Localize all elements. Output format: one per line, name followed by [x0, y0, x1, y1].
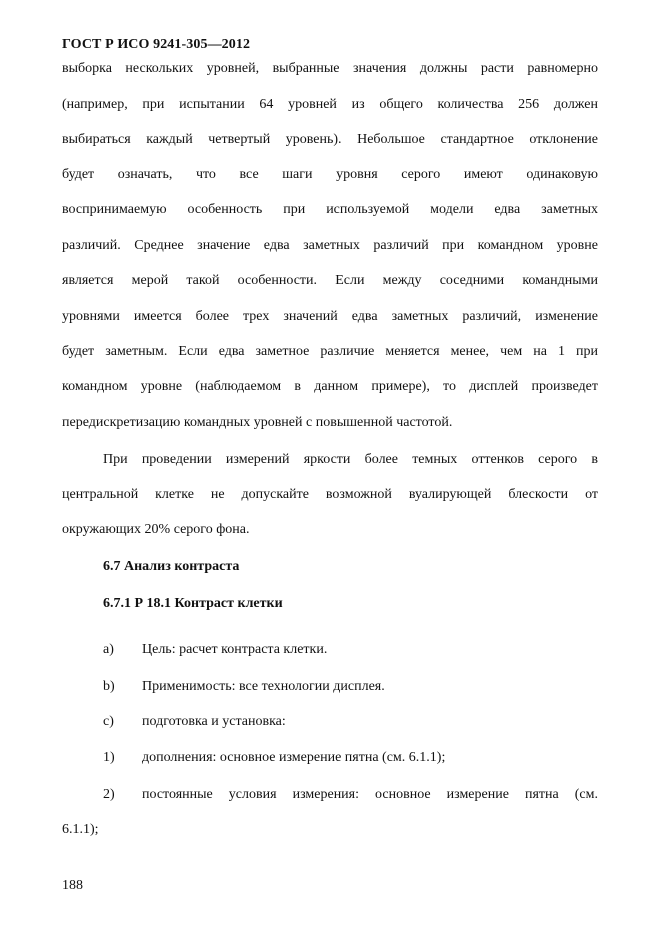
list-item-text: Цель: расчет контраста клетки.	[142, 642, 328, 657]
document-header: ГОСТ Р ИСО 9241-305—2012	[62, 37, 251, 52]
list-item-text: постоянные условия измерения: основное измерение пятна (см.	[142, 787, 598, 802]
list-item-text: Применимость: все технологии дисплея.	[142, 679, 385, 694]
body-line: является мерой такой особенности. Если между соседними командными	[62, 273, 598, 288]
body-line: будет заметным. Если едва заметное различие меняется менее, чем на 1 при	[62, 344, 598, 359]
list-item-marker: 1)	[103, 750, 115, 765]
list-item-marker: a)	[103, 642, 114, 657]
body-line: центральной клетке не допускайте возможной вуалирующей блескости от	[62, 487, 598, 502]
list-item-marker: b)	[103, 679, 115, 694]
body-line: (например, при испытании 64 уровней из общего количества 256 должен	[62, 97, 598, 112]
body-line: командном уровне (наблюдаемом в данном примере), то дисплей произведет	[62, 379, 598, 394]
list-item-text: подготовка и установка:	[142, 714, 286, 729]
body-line: уровнями имеется более трех значений едва заметных различий, изменение	[62, 309, 598, 324]
list-item-continuation: 6.1.1);	[62, 822, 99, 837]
body-line: воспринимаемую особенность при используемой модели едва заметных	[62, 202, 598, 217]
list-item-marker: 2)	[103, 787, 115, 802]
body-line-last: передискретизацию командных уровней с повышенной частотой.	[62, 415, 453, 430]
body-line: различий. Среднее значение едва заметных различий при командном уровне	[62, 238, 598, 253]
section-heading: 6.7 Анализ контраста	[103, 559, 240, 574]
body-line-last: окружающих 20% серого фона.	[62, 522, 250, 537]
subsection-heading: 6.7.1 Р 18.1 Контраст клетки	[103, 596, 283, 611]
body-line: выборка нескольких уровней, выбранные значения должны расти равномерно	[62, 61, 598, 76]
body-line-indented: При проведении измерений яркости более темных оттенков серого в	[103, 452, 598, 467]
body-line: выбираться каждый четвертый уровень). Небольшое стандартное отклонение	[62, 132, 598, 147]
list-item-marker: c)	[103, 714, 114, 729]
page-number: 188	[62, 878, 83, 893]
list-item-text: дополнения: основное измерение пятна (см. 6.1.1);	[142, 750, 446, 765]
body-line: будет означать, что все шаги уровня серого имеют одинаковую	[62, 167, 598, 182]
